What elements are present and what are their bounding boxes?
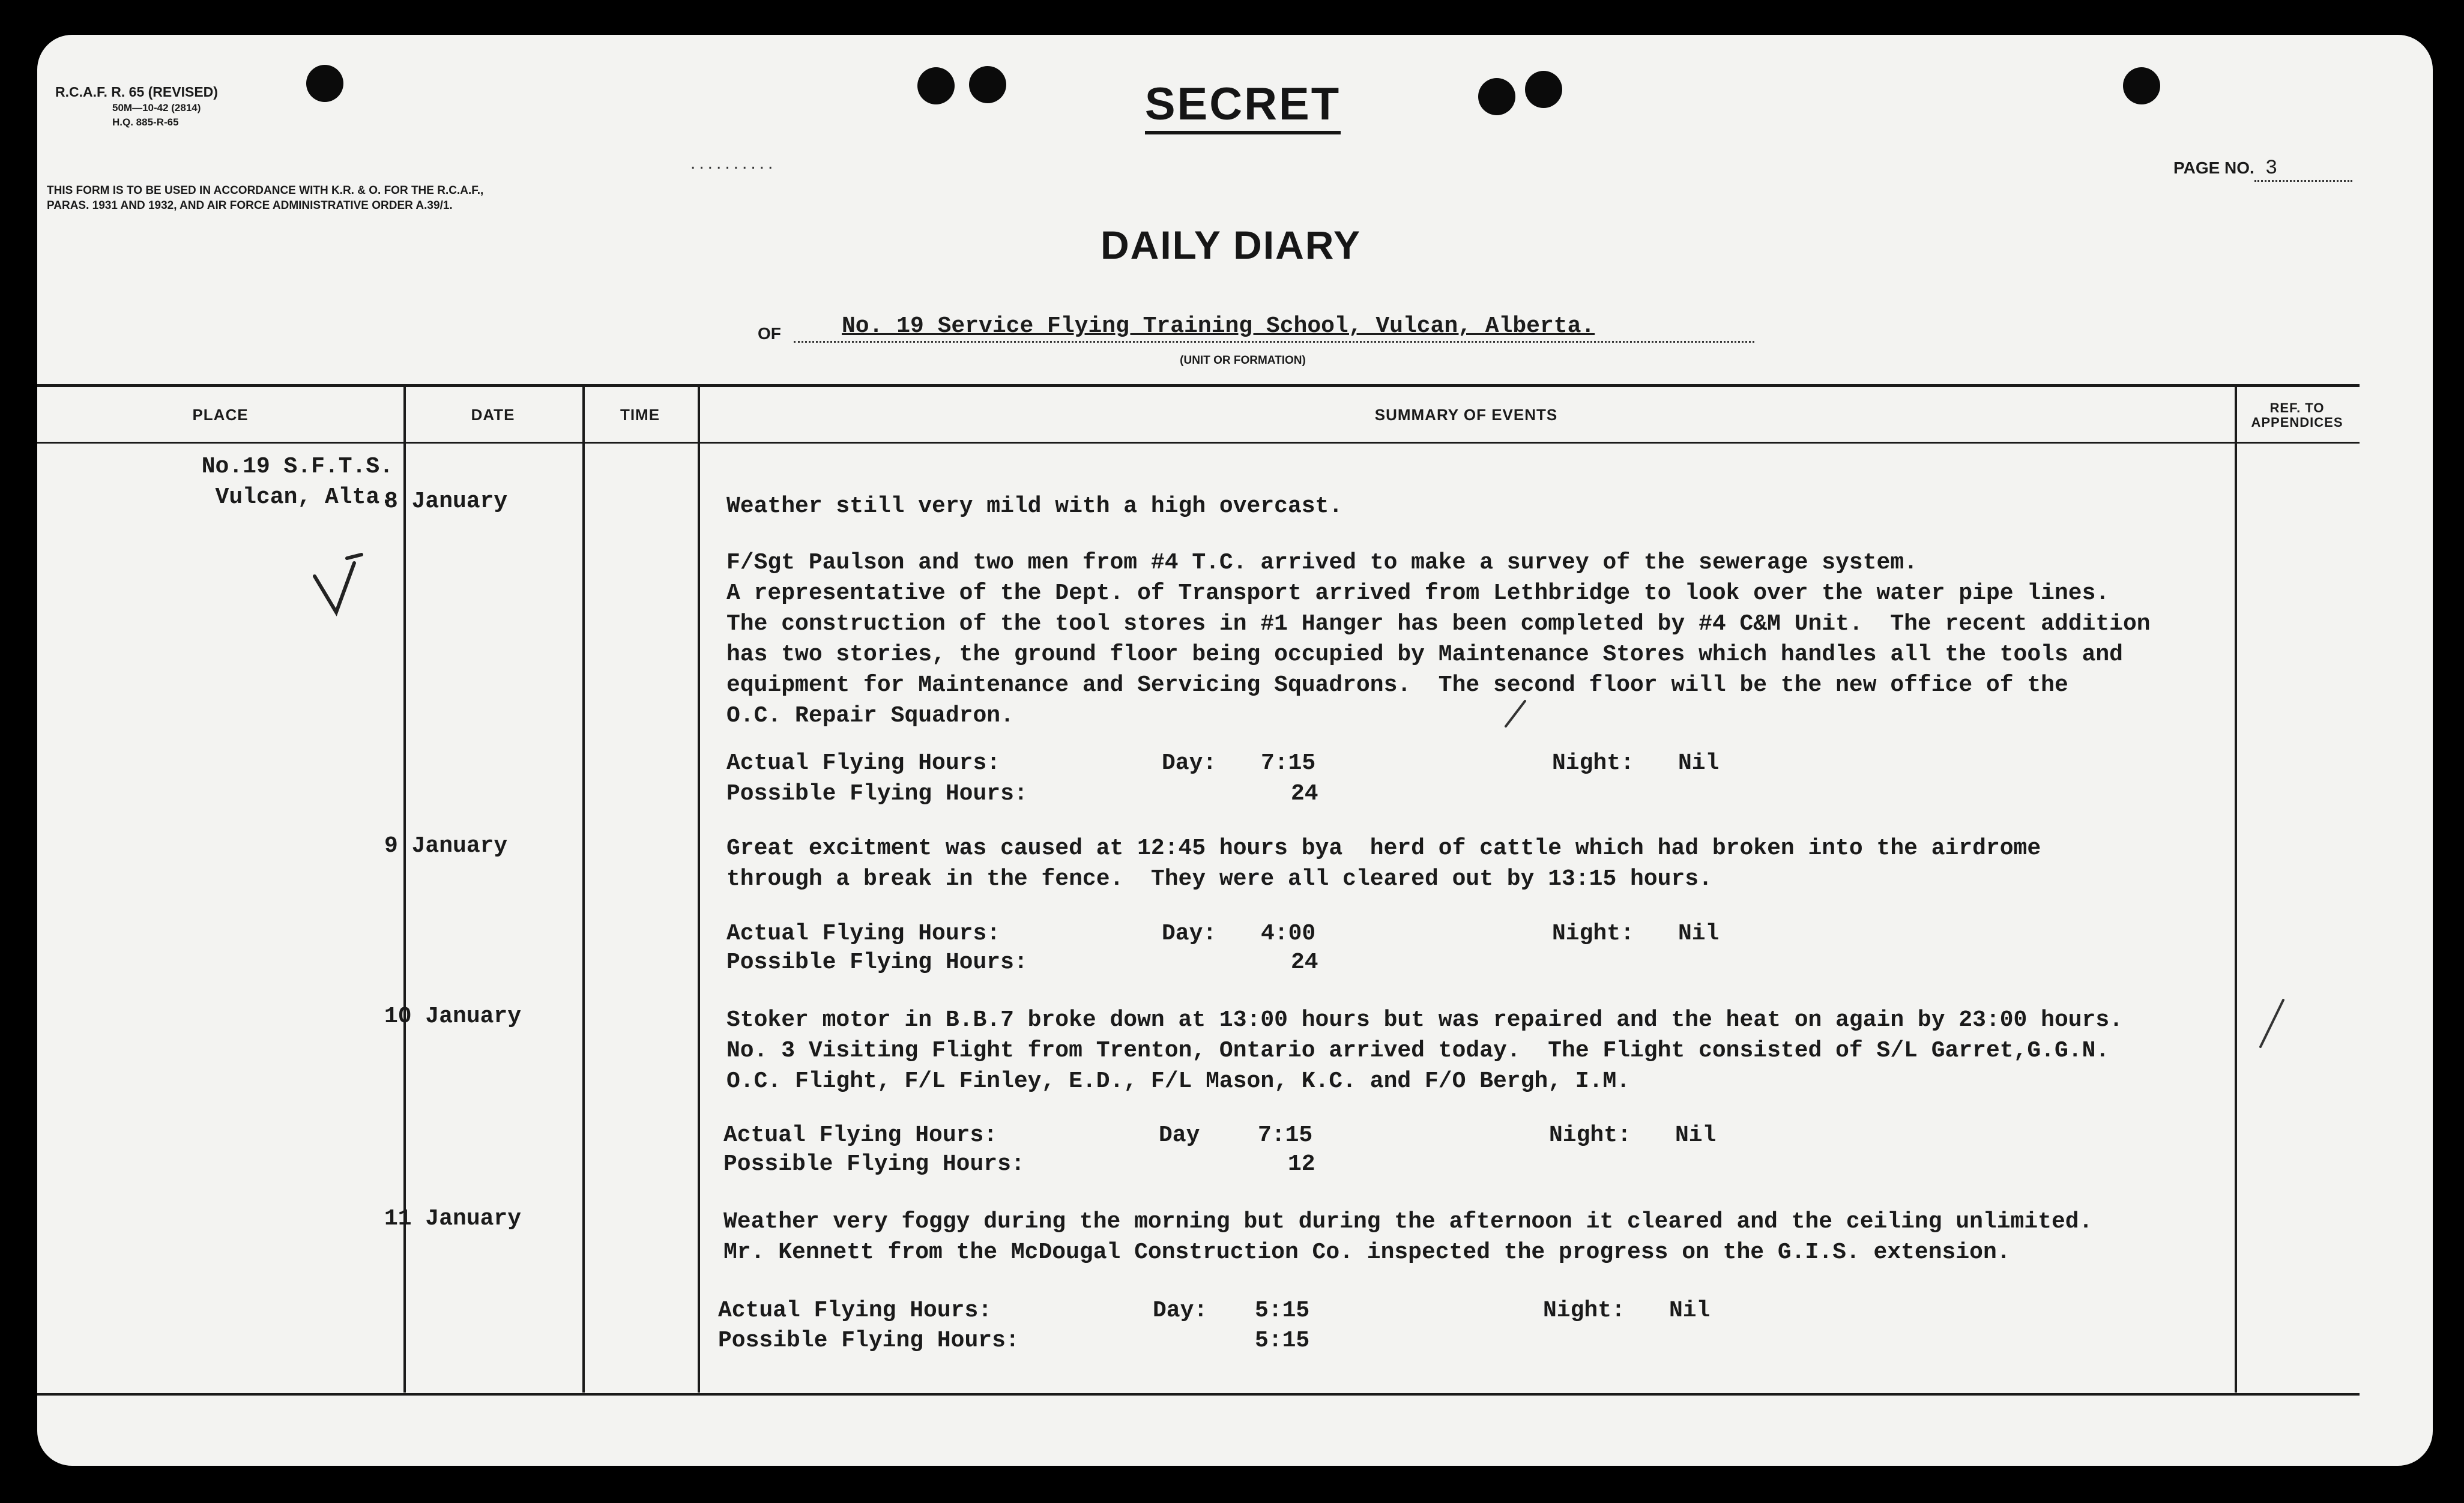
column-divider	[403, 384, 406, 1393]
punch-hole	[306, 65, 343, 102]
entry-paragraph: Great excitment was caused at 12:45 hours bya herd of cattle which had broken into the airdrome through a break in the fence. They were all cleared out by 13:15 hours.	[726, 836, 2041, 892]
possible-hours-label: Possible Flying Hours:	[726, 781, 1028, 807]
punch-hole	[2123, 67, 2160, 104]
form-number: R.C.A.F. R. 65 (REVISED)	[55, 84, 218, 100]
dotted-rule: ..........	[690, 153, 777, 173]
entry-date: 9 January	[384, 833, 508, 859]
punch-hole	[969, 66, 1006, 103]
day-hours: 7:15	[1258, 1122, 1313, 1148]
actual-hours-label: Actual Flying Hours:	[726, 750, 1001, 776]
actual-hours-label: Actual Flying Hours:	[726, 921, 1001, 947]
place-cell: No.19 S.F.T.S. Vulcan, Alta.	[201, 454, 393, 510]
day-hours: 5:15	[1255, 1298, 1310, 1324]
column-header-date: DATE	[471, 406, 515, 424]
night-label: Night:	[1552, 750, 1634, 776]
entry-paragraph: Stoker motor in B.B.7 broke down at 13:00 hours but was repaired and the heat on again by 23:00 hours. No. 3 Visiting Flight from Trenton, Ontario arrived today. The Flight consisted of S/L Garret,G.G.N. O.C. Flight, F/L Finley, E.D., F/L Mason, K.C. and F/O Bergh, I.M.	[726, 1007, 2123, 1094]
form-hq-code: H.Q. 885-R-65	[112, 116, 179, 128]
column-divider	[2235, 384, 2237, 1393]
column-header-time: TIME	[620, 406, 660, 424]
column-header-appendices: REF. TO APPENDICES	[2251, 400, 2343, 430]
form-print-code: 50M—10-42 (2814)	[112, 102, 201, 113]
possible-hours-label: Possible Flying Hours:	[723, 1151, 1025, 1177]
usage-note: THIS FORM IS TO BE USED IN ACCORDANCE WITH K.R. & O. FOR THE R.C.A.F., PARAS. 1931 AND 1932, AND AIR FORCE ADMINISTRATIVE ORDER A.39/1.	[47, 184, 484, 212]
night-label: Night:	[1552, 921, 1634, 947]
of-label: OF	[758, 324, 781, 343]
day-label: Day:	[1162, 750, 1217, 776]
possible-hours: 24	[1291, 950, 1318, 975]
column-divider	[582, 384, 585, 1393]
punch-hole	[1525, 71, 1562, 108]
pencil-mark-icon	[1501, 696, 1537, 732]
day-label: Day:	[1162, 921, 1217, 947]
night-label: Night:	[1549, 1122, 1631, 1148]
actual-hours-label: Actual Flying Hours:	[718, 1298, 992, 1324]
page-number: 3	[2254, 157, 2352, 182]
column-header-place: PLACE	[192, 406, 249, 424]
punch-hole	[1478, 78, 1515, 115]
page-title: DAILY DIARY	[1101, 223, 1361, 267]
night-hours: Nil	[1678, 750, 1720, 776]
column-header-summary: SUMMARY OF EVENTS	[1374, 406, 1558, 424]
possible-hours-label: Possible Flying Hours:	[726, 950, 1028, 975]
entry-paragraph: F/Sgt Paulson and two men from #4 T.C. arrived to make a survey of the sewerage system. A representative of the Dept. of Transport arrived from Lethbridge to look over the water pipe lines. The construction of the tool stores in #1 Hanger has been completed by #4 C&M Unit. The recent addition has two stories, the ground floor being occupied by Maintenance Stores which handles all the tools and equipment for Maintenance and Servicing Squadrons. The second floor will be the new office of the O.C. Repair Squadron.	[726, 550, 2151, 729]
classification-stamp: SECRET	[1105, 78, 1381, 130]
entry-date: 8 January	[384, 489, 508, 514]
day-label: Day:	[1153, 1298, 1208, 1324]
entry-paragraph: Weather still very mild with a high overcast.	[726, 493, 1343, 519]
entry-date: 10 January	[384, 1004, 522, 1029]
pencil-mark-icon	[2254, 996, 2290, 1050]
header-rule	[37, 442, 2360, 444]
column-divider	[698, 384, 700, 1393]
day-label: Day	[1159, 1122, 1200, 1148]
night-hours: Nil	[1675, 1122, 1717, 1148]
form-identifier	[55, 83, 218, 130]
possible-hours-label: Possible Flying Hours:	[718, 1328, 1019, 1354]
possible-hours: 5:15	[1255, 1328, 1310, 1354]
entry-paragraph: Weather very foggy during the morning but during the afternoon it cleared and the ceiling unlimited. Mr. Kennett from the McDougal Construction Co. inspected the progress on the G.I.S. extension.	[723, 1209, 2093, 1265]
night-hours: Nil	[1669, 1298, 1711, 1324]
day-hours: 7:15	[1261, 750, 1316, 776]
check-mark-icon	[312, 552, 372, 618]
possible-hours: 24	[1291, 781, 1318, 807]
night-hours: Nil	[1678, 921, 1720, 947]
actual-hours-label: Actual Flying Hours:	[723, 1122, 998, 1148]
entry-date: 11 January	[384, 1206, 522, 1232]
unit-caption: (UNIT OR FORMATION)	[1180, 354, 1306, 367]
page-number-field: PAGE NO. 3	[2173, 157, 2352, 182]
night-label: Night:	[1543, 1298, 1625, 1324]
punch-hole	[917, 67, 955, 104]
possible-hours: 12	[1288, 1151, 1315, 1177]
unit-name: No. 19 Service Flying Training School, Vulcan, Alberta.	[842, 313, 1595, 339]
day-hours: 4:00	[1261, 921, 1316, 947]
